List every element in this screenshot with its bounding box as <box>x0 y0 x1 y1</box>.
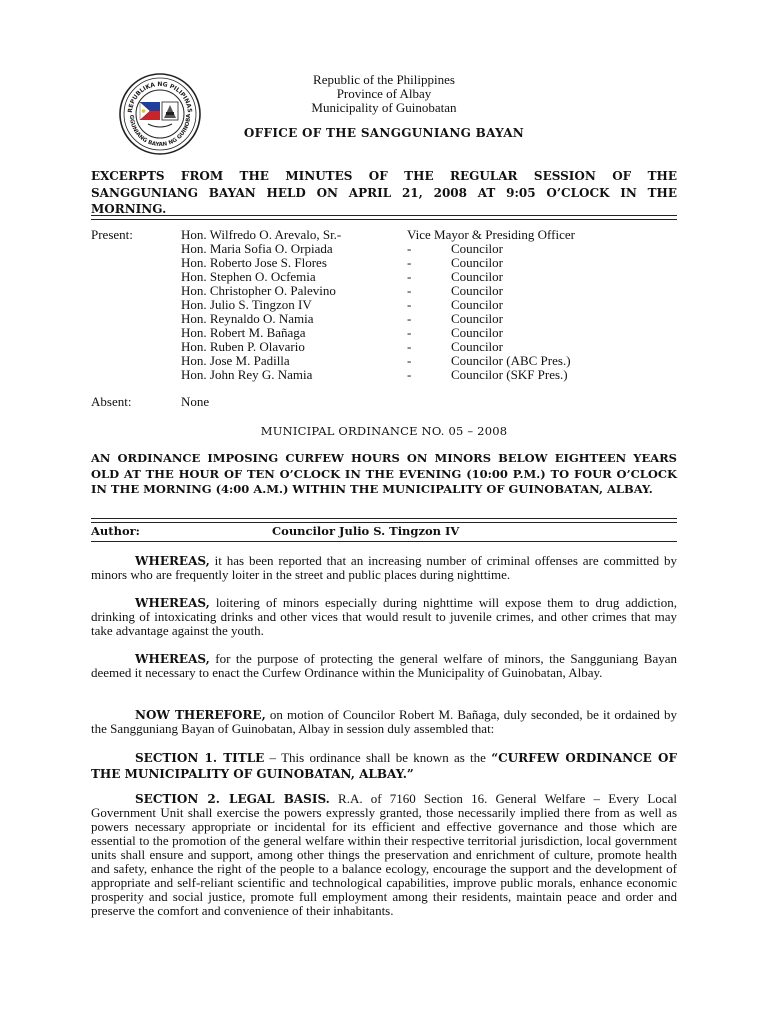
excerpt-heading <box>91 168 677 218</box>
member-name: Hon. Ruben P. Olavario <box>181 339 305 354</box>
member-dash: - <box>407 283 412 298</box>
member-role: Councilor <box>451 311 503 326</box>
member-dash: - <box>407 241 412 256</box>
member-role: Councilor <box>451 339 503 354</box>
attendance-member-row <box>0 242 768 256</box>
excerpt-line-2: SANGGUNIANG BAYAN HELD ON APRIL 21, 2008 AT 9:05 O’CLOCK IN THE <box>91 185 677 200</box>
author-label: Author: <box>91 524 140 538</box>
member-name: Hon. Roberto Jose S. Flores <box>181 255 327 270</box>
divider-double <box>91 215 677 220</box>
member-name: Hon. Wilfredo O. Arevalo, Sr.- <box>181 227 342 242</box>
attendance-member-row <box>0 284 768 298</box>
section-1-text: – This ordinance shall be known as the <box>264 750 492 765</box>
section-2-paragraph <box>91 792 677 918</box>
header-municipality: Municipality of Guinobatan <box>311 100 457 115</box>
whereas-text-1: it has been reported that an increasing number of criminal offenses are committed by minors who are frequently loiter in the street and public places during nighttime. <box>91 553 677 582</box>
section-1-lead: SECTION 1. TITLE <box>135 751 265 765</box>
member-name: Hon. Christopher O. Palevino <box>181 283 336 298</box>
whereas-lead-2: WHEREAS, <box>135 596 210 610</box>
whereas-paragraph-2 <box>91 596 677 638</box>
member-name: Hon. Maria Sofia O. Orpiada <box>181 241 333 256</box>
member-dash: - <box>407 353 412 368</box>
whereas-lead-3: WHEREAS, <box>135 652 210 666</box>
now-therefore-text: on motion of Councilor Robert M. Bañaga, duly seconded, be it ordained by the Sangguniang Bayan of Guinobatan, Albay in session duly assembled that: <box>91 707 677 736</box>
header-province: Province of Albay <box>336 86 432 101</box>
member-name: Hon. John Rey G. Namia <box>181 367 313 382</box>
section-2-text: R.A. of 7160 Section 16. General Welfare – Every Local Government Unit shall exercise the powers expressly granted, those necessarily implied there from as well as powers necessary appropriate or incidental for its efficient and effective governance and those which are essential to the promotion of the general welfare within their respective territorial jurisdiction, local government units shall ensure and support, among other things the preservation and enrichment of culture, promote health and safety, enhance the right of the people to a balance ecology, encourage the support and the development of appropriate and self-reliant scientific and technological capabilities, improve public morals, enhance economic prosperity and social justice, promote full employment among their residents, maintain peace and order and preserve the comfort and convenience of their inhabitants. <box>91 791 677 918</box>
header-republic: Republic of the Philippines <box>313 72 455 87</box>
attendance-member-row <box>0 368 768 382</box>
member-dash: - <box>407 297 412 312</box>
attendance-member-row <box>0 326 768 340</box>
attendance-member-row <box>0 312 768 326</box>
whereas-paragraph-1 <box>91 554 677 582</box>
member-role: Councilor <box>451 325 503 340</box>
absent-label: Absent: <box>91 394 132 409</box>
attendance-member-row <box>0 256 768 270</box>
excerpt-line-3: MORNING. <box>91 202 167 216</box>
now-therefore-paragraph <box>91 708 677 736</box>
whereas-text-2: loitering of minors especially during nighttime will expose them to drug addiction, drinking of intoxicating drinks and other vices that would result to juvenile crimes, and other crimes that may take advantage against the youth. <box>91 595 677 638</box>
member-role: Vice Mayor & Presiding Officer <box>407 227 575 242</box>
section-2-lead: SECTION 2. LEGAL BASIS. <box>135 792 330 806</box>
member-name: Hon. Stephen O. Ocfemia <box>181 269 316 284</box>
member-role: Councilor (ABC Pres.) <box>451 353 571 368</box>
whereas-lead-1: WHEREAS, <box>135 554 210 568</box>
author-name: Councilor Julio S. Tingzon IV <box>272 524 460 538</box>
absent-value: None <box>181 394 210 409</box>
present-label: Present: <box>91 227 133 242</box>
member-dash: - <box>407 255 412 270</box>
svg-text:SANGGUNIANG BAYAN NG GUINOBATA: GGUNIANG BAYAN NG GUINOBA <box>127 114 193 149</box>
section-1-paragraph <box>91 750 677 782</box>
attendance-block <box>0 228 768 388</box>
whereas-paragraph-3 <box>91 652 677 680</box>
member-name: Hon. Jose M. Padilla <box>181 353 290 368</box>
attendance-member-row <box>0 340 768 354</box>
member-role: Councilor <box>451 283 503 298</box>
whereas-text-3: for the purpose of protecting the general welfare of minors, the Sangguniang Bayan deemed it necessary to enact the Curfew Ordinance within the Municipality of Guinobatan, Albay. <box>91 651 677 680</box>
divider-author-top <box>91 518 677 523</box>
member-role: Councilor <box>451 269 503 284</box>
member-role: Councilor (SKF Pres.) <box>451 367 568 382</box>
member-role: Councilor <box>451 241 503 256</box>
member-dash: - <box>407 339 412 354</box>
member-name: Hon. Robert M. Bañaga <box>181 325 306 340</box>
member-name: Hon. Reynaldo O. Namia <box>181 311 314 326</box>
member-name: Hon. Julio S. Tingzon IV <box>181 297 312 312</box>
section-1-quote: “CURFEW ORDINANCE OF THE MUNICIPALITY OF GUINOBATAN, ALBAY.” <box>91 751 677 781</box>
now-therefore-lead: NOW THEREFORE, <box>135 708 266 722</box>
attendance-member-row <box>0 298 768 312</box>
excerpt-line-1: EXCERPTS FROM THE MINUTES OF THE REGULAR SESSION OF THE <box>91 169 677 183</box>
attendance-member-row <box>0 270 768 284</box>
attendance-member-row <box>0 228 768 242</box>
member-dash: - <box>407 311 412 326</box>
member-role: Councilor <box>451 297 503 312</box>
member-dash: - <box>407 325 412 340</box>
member-dash: - <box>407 367 412 382</box>
svg-text:REPUBLIKA NG PILIPINAS: REPUBLIKA NG PILIPINAS <box>126 80 194 114</box>
office-title: OFFICE OF THE SANGGUNIANG BAYAN <box>243 126 525 140</box>
ordinance-number: MUNICIPAL ORDINANCE NO. 05 – 2008 <box>260 424 508 438</box>
member-dash: - <box>407 269 412 284</box>
member-role: Councilor <box>451 255 503 270</box>
attendance-member-row <box>0 354 768 368</box>
divider-author-bottom <box>91 541 677 542</box>
ordinance-description: AN ORDINANCE IMPOSING CURFEW HOURS ON MINORS BELOW EIGHTEEN YEARS OLD AT THE HOUR OF TEN O’CLOCK IN THE EVENING (10:00 P.M.) TO FOUR O’CLOCK IN THE MORNING (4:00 A.M.) WITHIN THE MUNICIPALITY OF GUINOBATAN, ALBAY. <box>91 451 677 496</box>
